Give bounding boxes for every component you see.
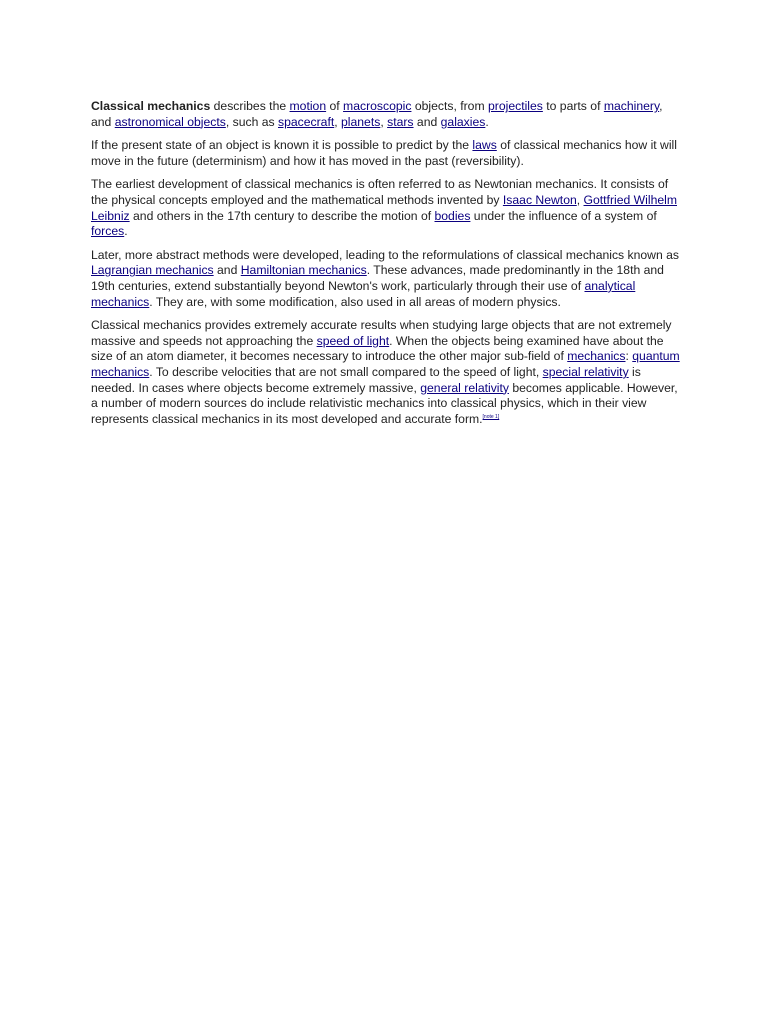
- link-isaac-newton[interactable]: Isaac Newton: [502, 192, 577, 207]
- link-machinery[interactable]: machinery: [603, 99, 660, 113]
- text: ,: [576, 192, 584, 207]
- link-laws[interactable]: laws: [472, 138, 497, 153]
- link-spacecraft[interactable]: spacecraft: [278, 114, 335, 129]
- text: to parts of: [542, 99, 604, 113]
- paragraph-1: [91, 99, 681, 130]
- footnote-marker: [483, 414, 500, 420]
- link-projectiles[interactable]: projectiles: [488, 99, 543, 113]
- text: and: [213, 263, 241, 278]
- text: .: [124, 224, 128, 239]
- text: . These advances, made predominantly in the 18th and 19th centuries, extend substantially beyond Newton's work, particularly through their use of: [91, 263, 664, 293]
- link-mechanics[interactable]: mechanics: [567, 349, 626, 364]
- link-macroscopic[interactable]: macroscopic: [343, 99, 412, 113]
- link-analytical-mechanics[interactable]: analytical mechanics: [91, 278, 636, 309]
- link-planets[interactable]: planets: [341, 114, 381, 129]
- text: Later, more abstract methods were developed, leading to the reformulations of classical mechanics known as: [91, 247, 680, 262]
- link-lagrangian-mechanics[interactable]: Lagrangian mechanics: [91, 263, 214, 278]
- article-body: [91, 99, 681, 435]
- text: . They are, with some modification, also used in all areas of modern physics.: [149, 294, 561, 309]
- link-stars[interactable]: stars: [387, 114, 414, 129]
- text: Classical mechanics provides extremely accurate results when studying large objects that are not extremely massive and speeds not approaching the: [91, 318, 672, 348]
- text: The earliest development of classical mechanics is often referred to as Newtonian mechanics. It consists of the physical concepts employed and the mathematical methods invented by: [91, 177, 669, 207]
- link-forces[interactable]: forces: [91, 224, 125, 239]
- link-motion[interactable]: motion: [289, 99, 327, 113]
- text: :: [625, 349, 633, 364]
- text: of classical mechanics how it will move in the future (determinism) and how it has moved in the past (reversibility).: [91, 138, 677, 168]
- text: If the present state of an object is known it is possible to predict by the: [91, 138, 473, 153]
- link-hamiltonian-mechanics[interactable]: Hamiltonian mechanics: [240, 263, 367, 278]
- text: . To describe velocities that are not small compared to the speed of light,: [149, 364, 543, 379]
- link-note-1[interactable]: [note 1]: [482, 413, 500, 420]
- link-gottfried-wilhelm-leibniz[interactable]: Gottfried Wilhelm Leibniz: [91, 192, 677, 223]
- text: is needed. In cases where objects become extremely massive,: [91, 364, 641, 395]
- paragraph-4: [91, 248, 681, 310]
- text: under the influence of a system of: [470, 208, 657, 223]
- link-general-relativity[interactable]: general relativity: [420, 380, 509, 395]
- text: .: [485, 114, 489, 129]
- paragraph-5: [91, 318, 681, 427]
- link-astronomical-objects[interactable]: astronomical objects: [114, 114, 226, 129]
- text: and others in the 17th century to describe the motion of: [129, 208, 435, 223]
- link-galaxies[interactable]: galaxies: [440, 114, 486, 129]
- article-term: Classical mechanics: [91, 99, 211, 113]
- text: , such as: [225, 114, 278, 129]
- link-bodies[interactable]: bodies: [434, 208, 471, 223]
- text: , and: [91, 99, 663, 129]
- text: describes the: [210, 99, 290, 113]
- text: ,: [334, 114, 342, 129]
- text: ,: [380, 114, 388, 129]
- text: becomes applicable. However, a number of modern sources do include relativistic mechanics into classical physics, which in their view represents classical mechanics in its most developed and accurate form.: [91, 380, 678, 426]
- text: and: [413, 114, 441, 129]
- text: . When the objects being examined have about the size of an atom diameter, it becomes necessary to introduce the other major sub-field of: [91, 333, 664, 364]
- paragraph-3: [91, 177, 681, 239]
- paragraph-2: [91, 138, 681, 169]
- link-quantum-mechanics[interactable]: quantum mechanics: [91, 349, 680, 379]
- link-speed-of-light[interactable]: speed of light: [316, 333, 390, 348]
- text: objects, from: [411, 99, 488, 113]
- link-special-relativity[interactable]: special relativity: [542, 364, 629, 379]
- text: of: [326, 99, 344, 113]
